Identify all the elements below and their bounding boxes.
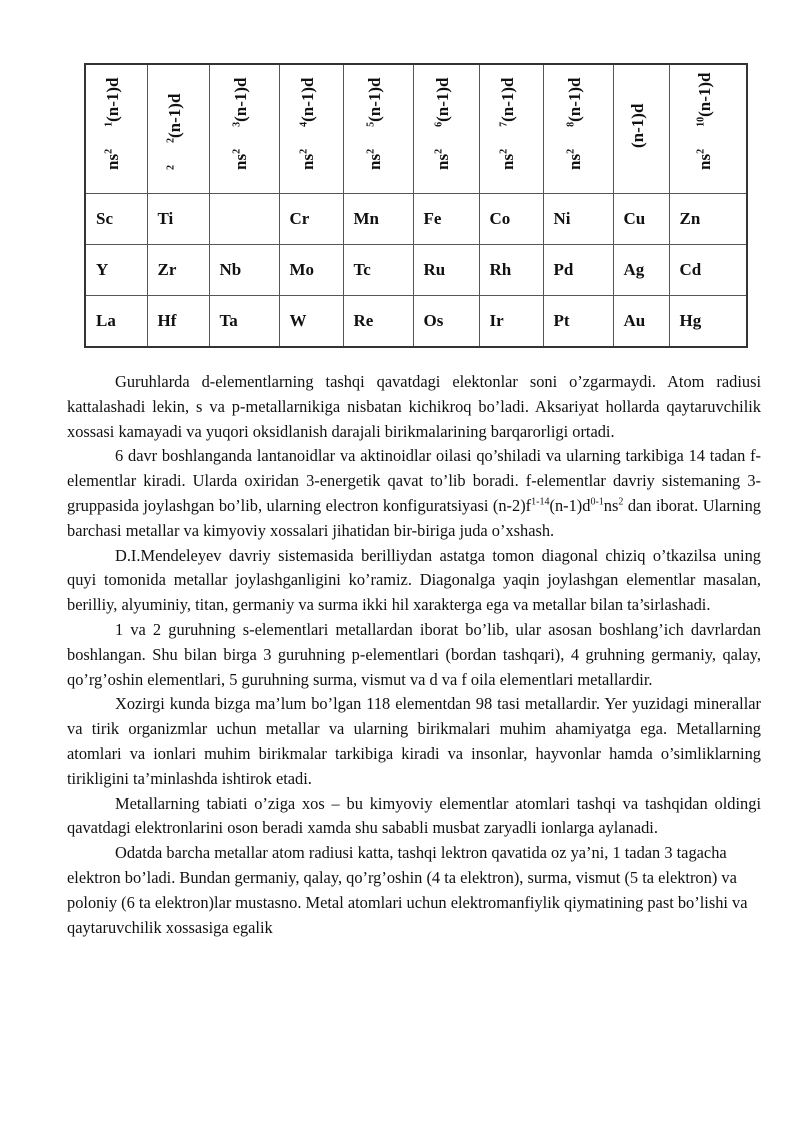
element-cell: Y: [85, 245, 147, 296]
element-cell: Mn: [343, 194, 413, 245]
element-cell: La: [85, 296, 147, 348]
element-cell: W: [279, 296, 343, 348]
paragraph-2-text-d: dan iborat. Ularning barchasi metallar va kimyoviy xossalari jihatidan bir-biriga juda o’xshash.: [67, 495, 761, 540]
table-row: [85, 194, 747, 245]
element-cell: Pt: [543, 296, 613, 348]
paragraph-1: Guruhlarda d-elementlarning tashqi qavatdagi elektonlar soni o’zgarmaydi. Atom radiusi kattalashadi lekin, s va p-metallarnikiga nisbatan kichikroq bo’ladi. Aksariyat hollarda qaytaruvchilik xossasi kamayadi va yuqori oksidlanish darajali birikmalarining barqarorligi ortadi.: [67, 372, 761, 441]
header-cell: $ns^{21}(n-1)d$: [85, 64, 147, 194]
paragraph-2-text-c: ns: [603, 495, 619, 515]
body-text: [67, 370, 761, 940]
element-cell: Tc: [343, 245, 413, 296]
element-cell: Cr: [279, 194, 343, 245]
paragraph-3: D.I.Mendeleyev davriy sistemasida berilliydan astatga tomon diagonal chiziq o’tkazilsa uning quyi tomonida metallar joylashganligini ko’ramiz. Diagonalga yaqin joylashgan elementlar masalan, berilliy, alyuminiy, titan, germaniy va surma ikki hil xarakterga ega va metallar bilan ta’sirlashadi.: [67, 545, 761, 615]
element-cell: Pd: [543, 245, 613, 296]
d-elements-table: [84, 63, 748, 348]
element-cell: Zr: [147, 245, 209, 296]
element-cell: Os: [413, 296, 479, 348]
table-row: [85, 296, 747, 348]
element-cell: Ta: [209, 296, 279, 348]
element-cell: Cu: [613, 194, 669, 245]
table-header-row: [85, 64, 747, 194]
header-cell: $^{22}$(n-1)d: [147, 64, 209, 194]
element-cell: [209, 194, 279, 245]
header-cell: $ns^{27}(n-1)d$: [479, 64, 543, 194]
header-cell: $ns^{24}(n-1)d$: [279, 64, 343, 194]
element-cell: Fe: [413, 194, 479, 245]
table-row: [85, 245, 747, 296]
element-cell: Nb: [209, 245, 279, 296]
header-cell: $ns^{28}(n-1)d$: [543, 64, 613, 194]
header-cell: (n-1)d: [613, 64, 669, 194]
element-cell: Sc: [85, 194, 147, 245]
element-cell: Ni: [543, 194, 613, 245]
header-cell: $ns^{23}(n-1)d$: [209, 64, 279, 194]
element-cell: Zn: [669, 194, 747, 245]
paragraph-2: [67, 444, 761, 543]
element-cell: Hg: [669, 296, 747, 348]
header-cell: $ns^{25}(n-1)d$: [343, 64, 413, 194]
element-cell: Hf: [147, 296, 209, 348]
element-cell: Ru: [413, 245, 479, 296]
element-cell: Ti: [147, 194, 209, 245]
paragraph-4: 1 va 2 guruhning s-elementlari metallardan iborat bo’lib, ular asosan boshlang’ich davrlardan boshlangan. Shu bilan birga 3 guruhning p-elementlari (bordan tashqari), 4 gruhning germaniy, qalay, qo’rg’oshin elementlari, 5 guruhning surma, vismut va d va f oila elementlari metallardir.: [67, 619, 761, 689]
element-cell: Rh: [479, 245, 543, 296]
element-cell: Mo: [279, 245, 343, 296]
element-cell: Cd: [669, 245, 747, 296]
paragraph-5: Xozirgi kunda bizga ma’lum bo’lgan 118 elementdan 98 tasi metallardir. Yer yuzidagi minerallar va tirik organizmlar uchun metallar va ularning birikmalari muhim ahamiyatga ega. Metallarning atomlari va ionlari muhim birikmalar tarkibiga kiradi va insonlar, hayvonlar hamda o’simliklarning tirikligini ta’minlashda ishtirok etadi.: [67, 694, 761, 788]
paragraph-2-text-a: 6 davr boshlanganda lantanoidlar va aktinoidlar oilasi qo’shiladi va ularning tarkibiga 14 tadan f-elementlar kiradi. Ularda oxiridan 3-energetik qavat to’lib boradi. f-elementlar davriy sistemaning 3-gruppasida joylashgan bo’lib, ularning electron konfiguratsiyasi (n-2)f: [67, 446, 761, 515]
superscript: 0-1: [590, 496, 604, 508]
element-cell: Au: [613, 296, 669, 348]
paragraph-6: Metallarning tabiati o’ziga xos – bu kimyoviy elementlar atomlari tashqi va tashqidan oldingi qavatdagi elektronlarini oson beradi xamda shu sababli musbat zaryadli ionlarga aylanadi.: [67, 793, 761, 838]
element-cell: Ag: [613, 245, 669, 296]
paragraph-2-text-b: (n-1)d: [549, 495, 591, 515]
paragraph-7: Odatda barcha metallar atom radiusi katta, tashqi lektron qavatida oz ya’ni, 1 tadan 3 tagacha elektron bo’ladi. Bundan germaniy, qalay, qo’rg’oshin (4 ta elektron), surma, vismut (5 ta elektron) va poloniy (6 ta elektron)lar mustasno. Metal atomlari uchun elektromanfiylik qiymatining past bo’lishi va qaytaruvchilik xossasiga egalik: [67, 843, 748, 937]
element-cell: Ir: [479, 296, 543, 348]
superscript: 2: [618, 496, 624, 508]
superscript: 1-14: [531, 496, 550, 508]
header-cell: $ns^{210}(n-1)d$: [669, 64, 747, 194]
element-cell: Co: [479, 194, 543, 245]
element-cell: Re: [343, 296, 413, 348]
header-cell: $ns^{26}(n-1)d$: [413, 64, 479, 194]
